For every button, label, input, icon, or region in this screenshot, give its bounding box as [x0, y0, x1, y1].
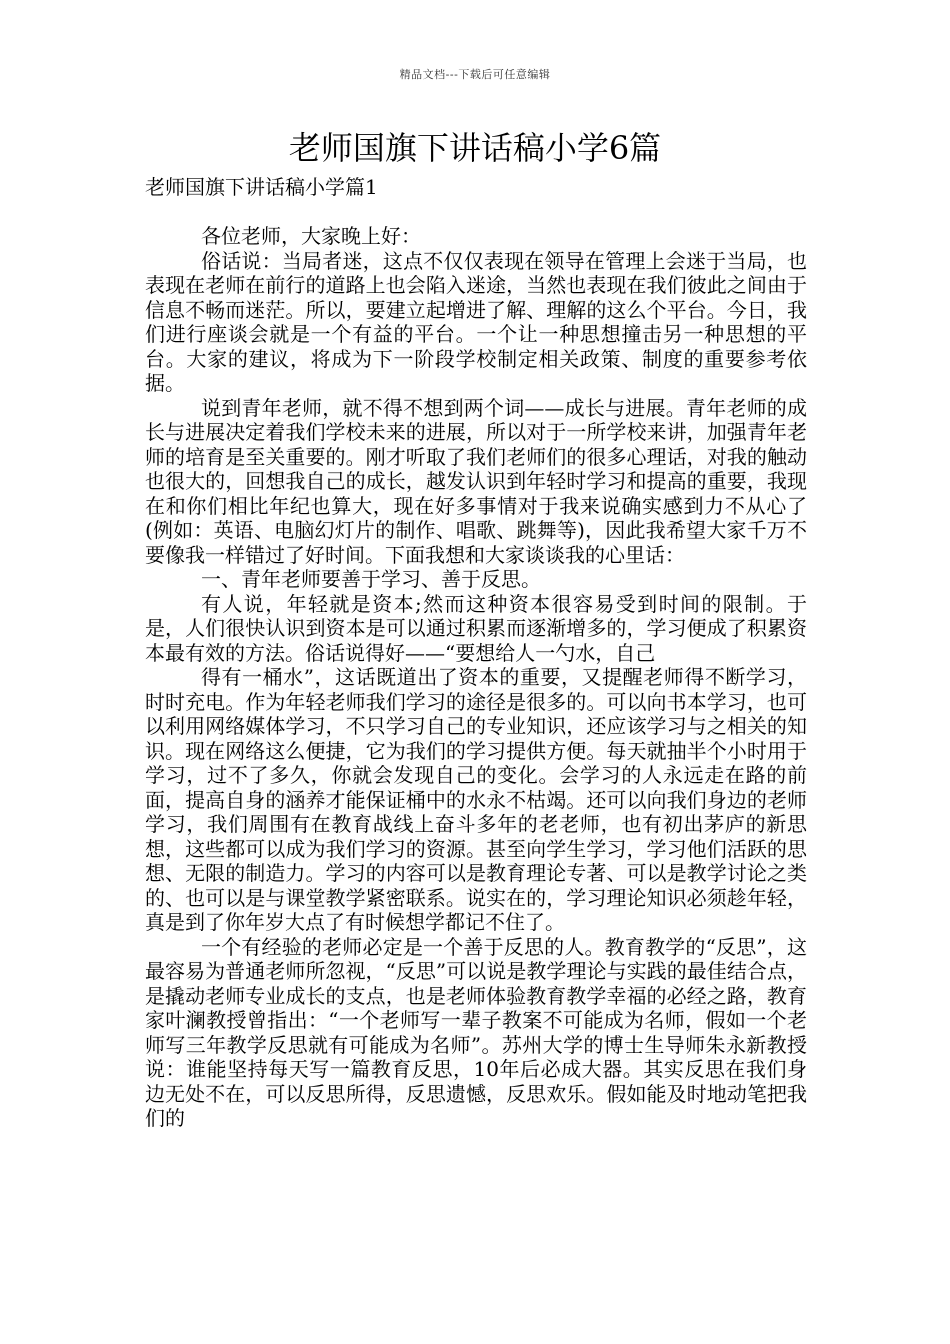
- document-title: 老师国旗下讲话稿小学6篇: [288, 129, 662, 167]
- header-note: 精品文档---下载后可任意编辑: [399, 68, 551, 81]
- paragraph: 说到青年老师，就不得不想到两个词——成长与进展。青年老师的成长与进展决定着我们学校未来的进展，所以对于一所学校来讲，加强青年老师的培育是至关重要的。刚才听取了我们老师们的很多心理话，对我的触动也很大的，回想我自己的成长，越发认识到年轻时学习和提高的重要，我现在和你们相比年纪也算大，现在好多事情对于我来说确实感到力不从心了(例如：英语、电脑幻灯片的制作、唱歌、跳舞等)，因此我希望大家千万不要像我一样错过了好时间。下面我想和大家谈谈我的心里话：: [145, 395, 807, 567]
- paragraph: 一个有经验的老师必定是一个善于反思的人。教育教学的“反思”，这最容易为普通老师所忽视，“反思”可以说是教学理论与实践的最佳结合点，是撬动老师专业成长的支点，也是老师体验教育教学幸福的必经之路，教育家叶澜教授曾指出：“一个老师写一辈子教案不可能成为名师，假如一个老师写三年教学反思就有可能成为名师”。苏州大学的博士生导师朱永新教授说：谁能坚持每天写一篇教育反思，10年后必成大器。其实反思在我们身边无处不在，可以反思所得，反思遗憾，反思欢乐。假如能及时地动笔把我们的: [145, 934, 807, 1130]
- document-body: [145, 224, 807, 1131]
- section-heading: 老师国旗下讲话稿小学篇1: [145, 175, 378, 199]
- paragraph: 得有一桶水”，这话既道出了资本的重要，又提醒老师得不断学习，时时充电。作为年轻老师我们学习的途径是很多的。可以向书本学习，也可以利用网络媒体学习，不只学习自己的专业知识，还应该学习与之相关的知识。现在网络这么便捷，它为我们的学习提供方便。每天就抽半个小时用于学习，过不了多久，你就会发现自己的变化。会学习的人永远走在路的前面，提高自身的涵养才能保证桶中的水永不枯竭。还可以向我们身边的老师学习，我们周围有在教育战线上奋斗多年的老老师，也有初出茅庐的新思想，这些都可以成为我们学习的资源。甚至向学生学习，学习他们活跃的思想、无限的制造力。学习的内容可以是教育理论专著、可以是教学讨论之类的、也可以是与课堂教学紧密联系。说实在的，学习理论知识必须趁年轻，真是到了你年岁大点了有时候想学都记不住了。: [145, 665, 807, 934]
- paragraph-subheading: 一、青年老师要善于学习、善于反思。: [201, 567, 541, 591]
- paragraph-greeting: 各位老师，大家晚上好：: [201, 224, 421, 248]
- paragraph: 俗话说：当局者迷，这点不仅仅表现在领导在管理上会迷于当局，也表现在老师在前行的道路上也会陷入迷途，当然也表现在我们彼此之间由于信息不畅而迷茫。所以，要建立起增进了解、理解的这么个平台。今日，我们进行座谈会就是一个有益的平台。一个让一种思想撞击另一种思想的平台。大家的建议，将成为下一阶段学校制定相关政策、制度的重要参考依据。: [145, 248, 807, 395]
- paragraph: 有人说，年轻就是资本;然而这种资本很容易受到时间的限制。于是，人们很快认识到资本是可以通过积累而逐渐增多的，学习便成了积累资本最有效的方法。俗话说得好——“要想给人一勺水，自己: [145, 591, 807, 665]
